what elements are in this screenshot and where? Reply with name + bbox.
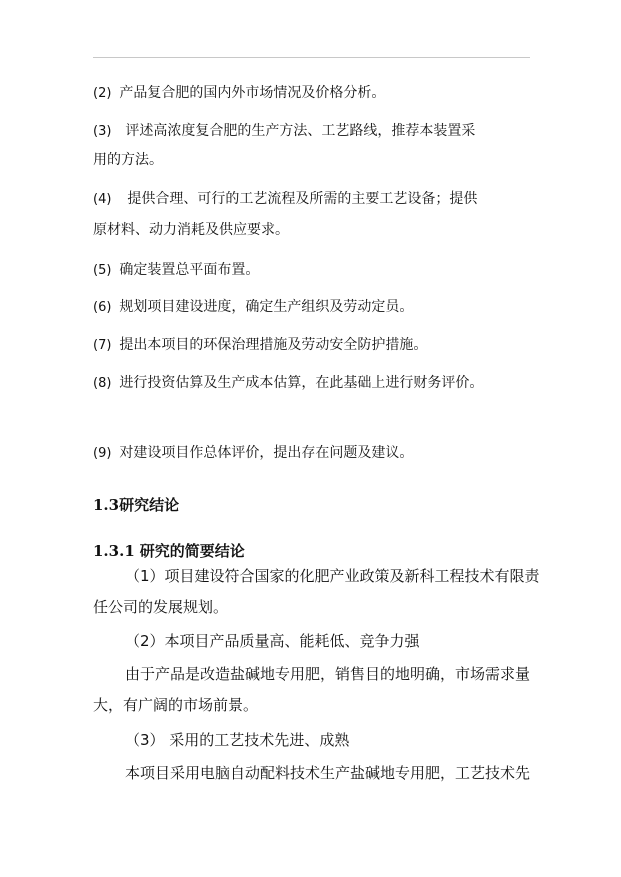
conclusion-paragraph: （1）项目建设符合国家的化肥产业政策及新科工程技术有限责 [125, 567, 540, 585]
conclusion-paragraph: 本项目采用电脑自动配料技术生产盐碱地专用肥，工艺技术先 [125, 764, 531, 782]
list-item [93, 84, 385, 103]
list-item-continuation: 用的方法。 [93, 152, 163, 168]
conclusion-continuation: 大，有广阔的市场前景。 [93, 696, 259, 714]
list-item [93, 374, 483, 393]
subsection-number: 1.3.1 [93, 542, 135, 560]
list-item [93, 298, 413, 317]
list-item [93, 336, 427, 355]
item-number: (8) [93, 376, 112, 391]
item-number: (3) [93, 124, 112, 139]
section-title: 研究结论 [119, 496, 180, 514]
item-text: 对建设项目作总体评价，提出存在问题及建议。 [119, 445, 414, 461]
conclusion-paragraph: （2）本项目产品质量高、能耗低、竞争力强 [125, 632, 420, 650]
subsection-heading [93, 542, 245, 560]
item-number: (2) [93, 86, 112, 101]
item-number: (5) [93, 263, 112, 278]
item-text: 确定装置总平面布置。 [119, 262, 260, 278]
item-text: 提供合理、可行的工艺流程及所需的主要工艺设备；提供 [127, 191, 478, 207]
item-number: (4) [93, 192, 112, 207]
item-text: 提出本项目的环保治理措施及劳动安全防护措施。 [119, 337, 428, 353]
subsection-title: 研究的简要结论 [139, 542, 245, 560]
item-text: 评述高浓度复合肥的生产方法、工艺路线，推荐本装置采 [125, 123, 476, 139]
page-header-rule [93, 57, 530, 58]
item-text: 规划项目建设进度，确定生产组织及劳动定员。 [119, 299, 414, 315]
item-text: 产品复合肥的国内外市场情况及价格分析。 [119, 85, 386, 101]
item-text: 进行投资估算及生产成本估算，在此基础上进行财务评价。 [119, 375, 484, 391]
section-number: 1.3 [93, 496, 120, 514]
list-item [93, 261, 259, 280]
conclusion-paragraph: 由于产品是改造盐碱地专用肥，销售目的地明确，市场需求量 [125, 665, 531, 683]
item-number: (6) [93, 300, 112, 315]
list-item [93, 122, 475, 141]
list-item-continuation: 原材料、动力消耗及供应要求。 [93, 222, 289, 238]
list-item [93, 190, 477, 209]
section-heading [93, 496, 179, 514]
conclusion-paragraph: （3） 采用的工艺技术先进、成熟 [125, 731, 350, 749]
list-item [93, 444, 413, 463]
item-number: (7) [93, 338, 112, 353]
conclusion-continuation: 任公司的发展规划。 [93, 598, 229, 616]
item-number: (9) [93, 446, 112, 461]
